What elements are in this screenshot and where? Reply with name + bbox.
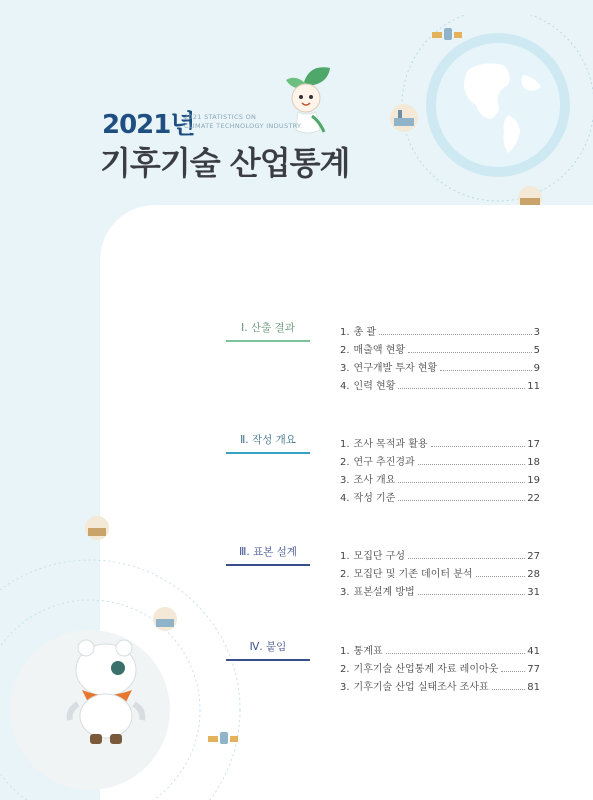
toc-items [340,432,540,504]
toc-item[interactable]: 1. 조사 목적과 활용 17 [340,439,540,450]
section-label: Ⅱ. 작성 개요 [226,432,310,454]
toc-item[interactable]: 4. 인력 현황 11 [340,381,540,392]
toc-item[interactable]: 1. 모집단 구성 27 [340,551,540,562]
toc-item[interactable]: 2. 매출액 현황 5 [340,345,540,356]
section-label: Ⅰ. 산출 결과 [226,320,310,342]
main-title: 기후기술 산업통계 [100,144,350,182]
toc-item[interactable]: 4. 작성 기준 22 [340,493,540,504]
section-label: Ⅳ. 붙임 [226,639,310,661]
toc-item[interactable]: 1. 총 괄 3 [340,327,540,338]
toc-item[interactable]: 3. 연구개발 투자 현황 9 [340,363,540,374]
toc-item[interactable]: 3. 표본설계 방법 31 [340,587,540,598]
factory-icon [386,100,422,136]
year-title: 2021년 [102,110,195,140]
toc-item[interactable]: 3. 조사 개요 19 [340,475,540,486]
english-subtitle: 2021 STATISTICS ON CLIMATE TECHNOLOGY INDUSTRY [184,113,302,130]
factory-icon [80,512,114,544]
bear-mascot-icon [58,630,154,750]
toc-item[interactable]: 3. 기후기술 산업 실태조사 조사표 81 [340,682,540,693]
section-label: Ⅲ. 표본 설계 [226,544,310,566]
toc-item[interactable]: 1. 통계표 41 [340,646,540,657]
toc-item[interactable]: 2. 기후기술 산업통계 자료 레이아웃 77 [340,664,540,675]
toc-item[interactable]: 2. 연구 추진경과 18 [340,457,540,468]
satellite-icon [204,726,240,754]
toc-item[interactable]: 2. 모집단 및 기존 데이터 분석 28 [340,569,540,580]
toc-items [340,639,540,693]
toc-items [340,320,540,392]
satellite-icon [428,22,464,52]
toc-items [340,544,540,598]
factory-icon [148,602,182,636]
